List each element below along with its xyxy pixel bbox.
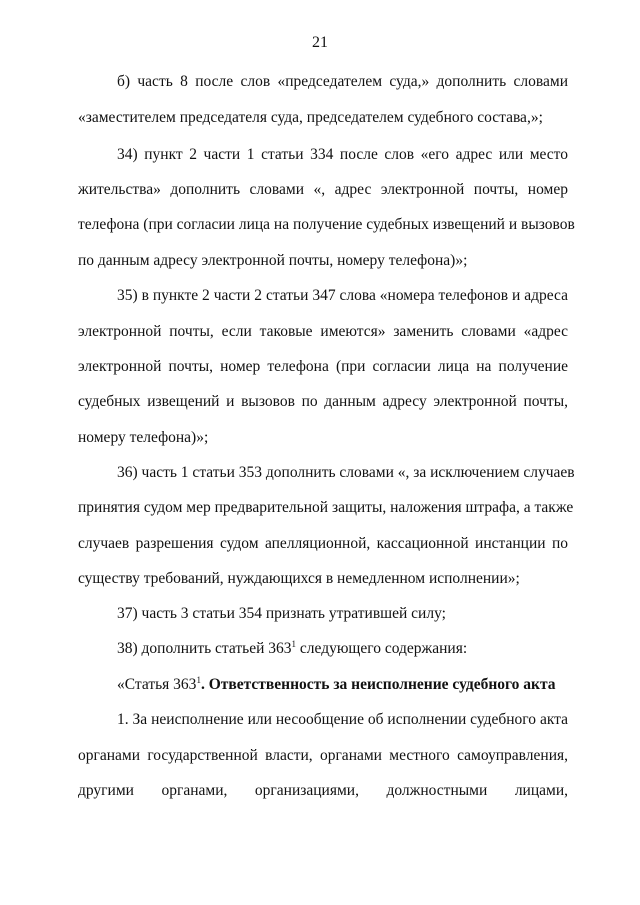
text-line: принятия судом мер предварительной защиты, наложения штрафа, а также bbox=[78, 499, 574, 516]
text-line: 1. За неисполнение или несообщение об исполнении судебного акта bbox=[117, 711, 568, 728]
superscript: 1 bbox=[196, 675, 201, 685]
text-line: другими органами, организациями, должностными лицами, bbox=[78, 782, 568, 799]
text-line: 36) часть 1 статьи 353 дополнить словами «, за исключением случаев bbox=[117, 464, 575, 481]
text-line: случаев разрешения судом апелляционной, кассационной инстанции по bbox=[78, 535, 568, 552]
text-line: по данным адресу электронной почты, номеру телефона)»; bbox=[78, 252, 468, 269]
text-line: телефона (при согласии лица на получение судебных извещений и вызовов bbox=[78, 216, 575, 233]
text-line: б) часть 8 после слов «председателем суда,» дополнить словами bbox=[117, 73, 568, 90]
text-line: электронной почты, если таковые имеются» заменить словами «адрес bbox=[78, 323, 568, 340]
article-heading-prefix: «Статья 363 bbox=[117, 676, 197, 693]
text-line: 37) часть 3 статьи 354 признать утратившей силу; bbox=[117, 605, 446, 622]
text-line: «заместителем председателя суда, председателем судебного состава,»; bbox=[78, 109, 543, 126]
text-line: жительства» дополнить словами «, адрес электронной почты, номер bbox=[78, 181, 568, 198]
item-38-line bbox=[117, 639, 568, 659]
item-38-text-end: следующего содержания: bbox=[296, 640, 468, 657]
item-38-text: 38) дополнить статьей 363 bbox=[117, 640, 292, 657]
superscript: 1 bbox=[291, 639, 297, 649]
text-line: электронной почты, номер телефона (при согласии лица на получение bbox=[78, 358, 568, 375]
text-line: органами государственной власти, органами местного самоуправления, bbox=[78, 747, 568, 764]
text-line: 35) в пункте 2 части 2 статьи 347 слова «номера телефонов и адреса bbox=[117, 287, 568, 304]
article-heading bbox=[117, 675, 568, 695]
text-line: судебных извещений и вызовов по данным адресу электронной почты, bbox=[78, 393, 568, 410]
page-number: 21 bbox=[312, 34, 328, 51]
text-line: существу требований, нуждающихся в немедленном исполнении»; bbox=[78, 570, 520, 587]
article-heading-title: . Ответственность за неисполнение судебного акта bbox=[200, 676, 556, 693]
text-line: 34) пункт 2 части 1 статьи 334 после слов «его адрес или место bbox=[117, 146, 568, 163]
text-line: номеру телефона)»; bbox=[78, 429, 209, 446]
